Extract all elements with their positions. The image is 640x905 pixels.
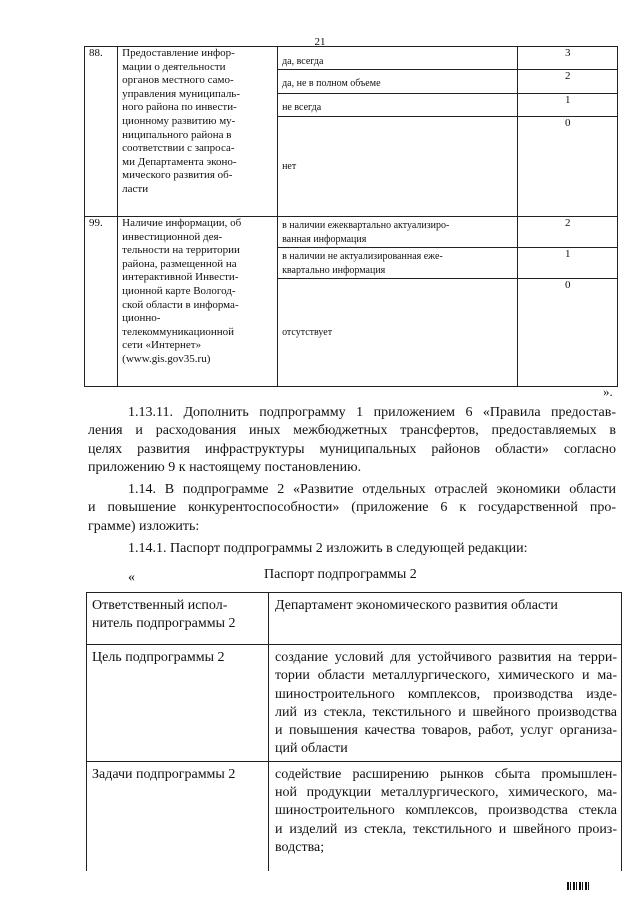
passport-row xyxy=(87,593,622,645)
option-text: в наличии не актуализированная еже- квартально информация xyxy=(278,248,518,279)
passport-value: Департамент экономического развития области xyxy=(269,593,622,645)
passport-key: Цель подпрограммы 2 xyxy=(87,645,269,762)
option-score: 2 xyxy=(518,217,618,248)
opening-quote-mark: « xyxy=(128,570,135,585)
criteria-description: Предоставление инфор- мации о деятельности органов местного само- управления муниципаль- ного района по инвести- ционному развитию му- ниципального района в соответствии с запроса- ми Департамента эконо- мического развития об- ласти xyxy=(118,47,278,217)
criteria-number: 88. xyxy=(85,47,118,217)
option-text: да, всегда xyxy=(278,47,518,70)
passport-value: содействие расширению рынков сбыта промышлен- ной продукции металлургического, химического, ма- шиностроительного комплексов, производства стекла и изделий из стекла, текстильного и швейного произ- водства; xyxy=(269,761,622,871)
paragraph-1-13-11: 1.13.11. Дополнить подпрограмму 1 приложением 6 «Правила предостав- ления и расходования иных межбюджетных трансфертов, предоставляемых в целях развития инфраструктуры муниципальных районов области» согласно приложению 9 к настоящему постановлению. xyxy=(88,405,616,475)
option-text: не всегда xyxy=(278,94,518,117)
page-number: 21 xyxy=(314,36,326,48)
option-score: 0 xyxy=(518,117,618,217)
option-text: отсутствует xyxy=(278,279,518,387)
passport-title: Паспорт подпрограммы 2 xyxy=(264,567,417,582)
option-text: да, не в полном объеме xyxy=(278,70,518,94)
passport-row xyxy=(87,761,622,871)
option-score: 1 xyxy=(518,248,618,279)
passport-value: создание условий для устойчивого развития на терри- тории области металлургического, химического и ма- шиностроительного комплексов, производства изде- лий из стекла, текстильного и швейного производства и повышения качества товаров, работ, услуг организа- ций области xyxy=(269,645,622,762)
option-text: нет xyxy=(278,117,518,217)
option-score: 3 xyxy=(518,47,618,70)
criteria-description: Наличие информации, об инвестиционной дея- тельности на территории района, размещенной на интерактивной Инвести- ционной карте Вологод- ской области в информа- ционно- телекоммуникационной сети «Интернет» (www.gis.gov35.ru) xyxy=(118,217,278,387)
passport-key: Ответственный испол- нитель подпрограммы 2 xyxy=(87,593,269,645)
passport-row xyxy=(87,645,622,762)
paragraph-1-14-1: 1.14.1. Паспорт подпрограммы 2 изложить в следующей редакции: xyxy=(128,541,528,556)
passport-table xyxy=(86,592,622,871)
scan-mark xyxy=(567,882,589,890)
option-score: 0 xyxy=(518,279,618,387)
option-score: 2 xyxy=(518,70,618,94)
criteria-table xyxy=(84,46,618,387)
option-score: 1 xyxy=(518,94,618,117)
passport-key: Задачи подпрограммы 2 xyxy=(87,761,269,871)
criteria-number: 99. xyxy=(85,217,118,387)
option-text: в наличии ежеквартально актуализиро- ванная информация xyxy=(278,217,518,248)
paragraph-1-14: 1.14. В подпрограмме 2 «Развитие отдельных отраслей экономики области и повышение конкурентоспособности» (приложение 6 к государственной про- грамме) изложить: xyxy=(88,482,616,534)
closing-quote-mark: ». xyxy=(603,384,613,399)
